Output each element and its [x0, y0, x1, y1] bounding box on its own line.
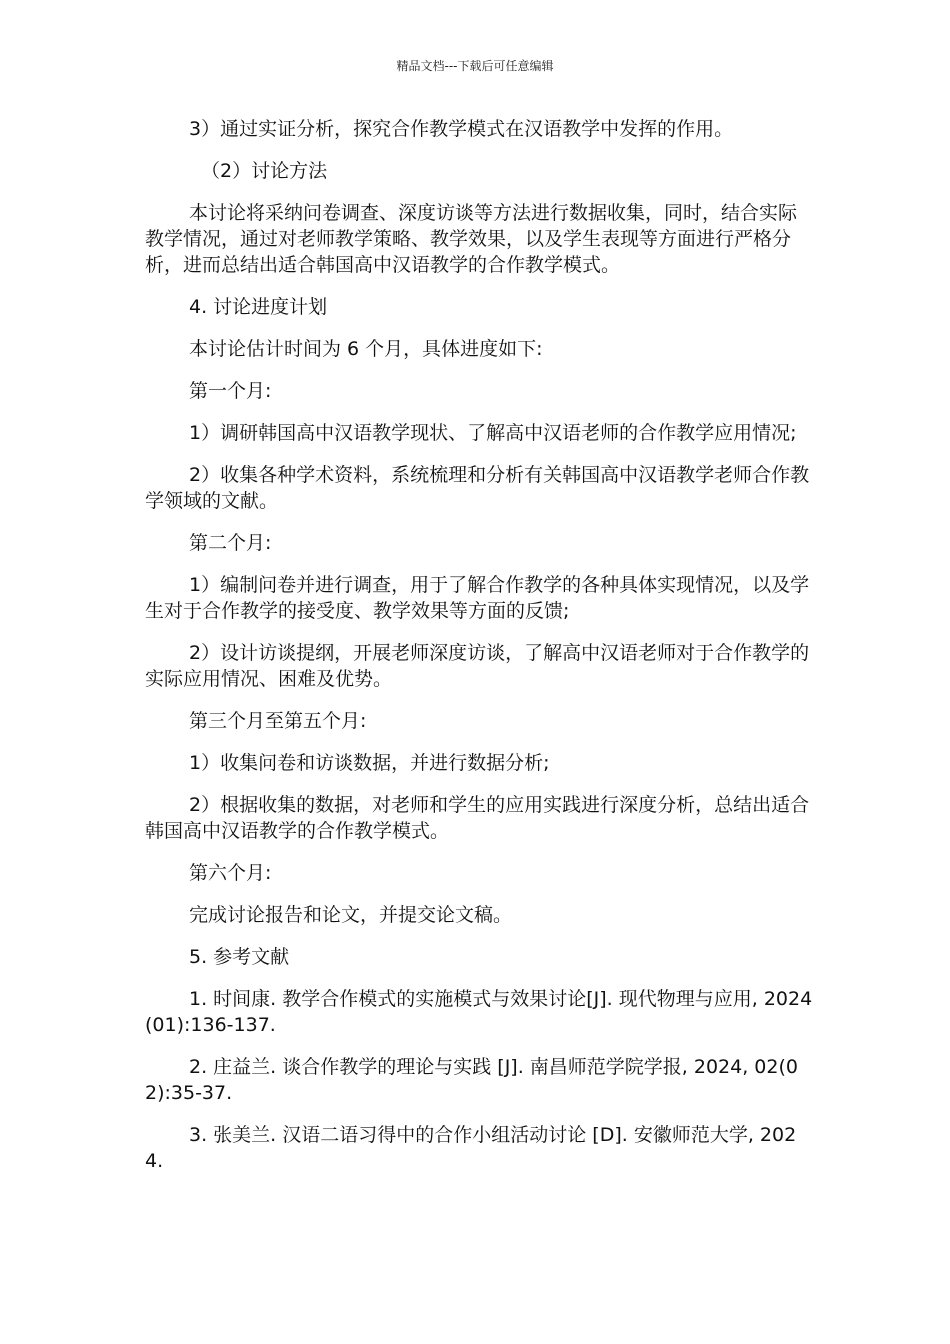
section-heading-methods: （2）讨论方法	[201, 160, 328, 182]
paragraph-schedule-intro: 本讨论估计时间为 6 个月，具体进度如下:	[189, 338, 543, 360]
list-item: 1）调研韩国高中汉语教学现状、了解高中汉语老师的合作教学应用情况;	[189, 422, 797, 444]
document-body	[145, 116, 813, 1190]
list-item: 完成讨论报告和论文，并提交论文稿。	[189, 904, 513, 926]
month-heading-1: 第一个月:	[189, 380, 272, 402]
list-item: 1）收集问卷和访谈数据，并进行数据分析;	[189, 752, 550, 774]
section-heading-references: 5. 参考文献	[189, 946, 290, 968]
section-heading-schedule: 4. 讨论进度计划	[189, 296, 328, 318]
list-item: 2）收集各种学术资料，系统梳理和分析有关韩国高中汉语教学老师合作教学领域的文献。	[145, 464, 810, 512]
month-heading-6: 第六个月:	[189, 862, 272, 884]
reference-item: 1. 时间康. 教学合作模式的实施模式与效果讨论[J]. 现代物理与应用, 2024(01):136-137.	[145, 988, 813, 1036]
month-heading-3-5: 第三个月至第五个月:	[189, 710, 367, 732]
paragraph-objective-3: 3）通过实证分析，探究合作教学模式在汉语教学中发挥的作用。	[189, 118, 734, 140]
list-item: 2）设计访谈提纲，开展老师深度访谈，了解高中汉语老师对于合作教学的实际应用情况、困难及优势。	[145, 642, 810, 690]
list-item: 1）编制问卷并进行调查，用于了解合作教学的各种具体实现情况，以及学生对于合作教学的接受度、教学效果等方面的反馈;	[145, 574, 810, 622]
paragraph-methods: 本讨论将采纳问卷调查、深度访谈等方法进行数据收集，同时，结合实际教学情况，通过对老师教学策略、教学效果，以及学生表现等方面进行严格分析，进而总结出适合韩国高中汉语教学的合作教学模式。	[145, 202, 798, 276]
month-heading-2: 第二个月:	[189, 532, 272, 554]
reference-item: 2. 庄益兰. 谈合作教学的理论与实践 [J]. 南昌师范学院学报, 2024, 02(02):35-37.	[145, 1056, 798, 1104]
reference-item: 3. 张美兰. 汉语二语习得中的合作小组活动讨论 [D]. 安徽师范大学, 2024.	[145, 1124, 797, 1172]
list-item: 2）根据收集的数据，对老师和学生的应用实践进行深度分析，总结出适合韩国高中汉语教学的合作教学模式。	[145, 794, 810, 842]
page-header: 精品文档---下载后可任意编辑	[396, 59, 554, 73]
